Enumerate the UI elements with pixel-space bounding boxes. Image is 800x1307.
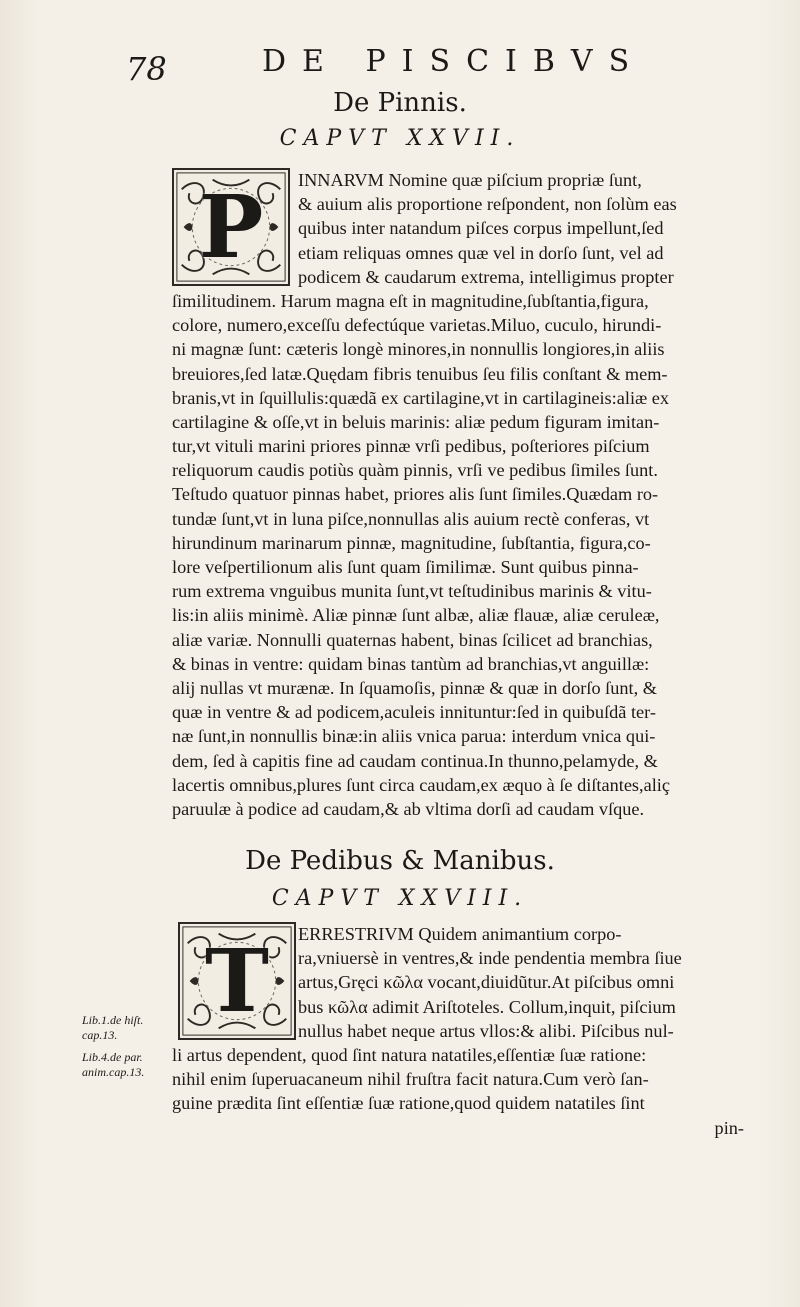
text-line: etiam reliquas omnes quæ vel in dorſo ſunt, vel ad (298, 242, 664, 263)
text-line: ra,vniuersè in ventres,& inde pendentia membra ſiue (298, 948, 682, 969)
catchword: pin- (714, 1117, 744, 1138)
text-line: ſimilitudinem. Harum magna eſt in magnitudine,ſubſtantia,figura, (172, 290, 649, 311)
text-line: & auium alis proportione reſpondent, non ſolùm eas (298, 194, 677, 215)
text-line: dem, ſed à capitis fine ad caudam continua.In thunno,pelamyde, & (172, 750, 658, 771)
margin-note-line: cap.13. (82, 1028, 118, 1042)
running-title: DE PISCIBVS (262, 44, 646, 79)
text-line: nihil enim ſuperuacaneum nihil fruſtra facit natura.Cum verò ſan- (172, 1069, 649, 1090)
page-header (126, 44, 766, 94)
text-line: branis,vt in ſquillulis:quædã ex cartilagine,vt in cartilagineis:aliæ ex (172, 387, 670, 408)
text-line: reliquorum caudis potiùs quàm pinnis, vrſi ve pedibus ſimiles ſunt. (172, 460, 658, 481)
text-line: aliæ variæ. Nonnulli quaternas habent, binas ſcilicet ad branchias, (172, 629, 653, 650)
section1-body (172, 168, 752, 821)
section2-body (172, 922, 752, 1140)
chapter-heading-28: CAPVT XXVIII. (271, 886, 529, 911)
text-line: lacertis omnibus,plures ſunt circa caudam,ex æquo à ſe diſtantes,aliç (172, 774, 671, 795)
text-line: tur,vt vituli marini priores pinnæ vrſi pedibus, poſteriores piſcium (172, 436, 650, 457)
text-line: lis:in aliis minimè. Aliæ pinnæ ſunt albæ, aliæ flauæ, aliæ ceruleæ, (172, 605, 660, 626)
margin-note-2 (82, 1050, 178, 1080)
chapter-heading-27: CAPVT XXVII. (279, 126, 521, 151)
text-line: næ ſunt,in nonnullis binæ:in aliis vnica parua: interdum vnica qui- (172, 726, 656, 747)
text-line: rum extrema vnguibus munita ſunt,vt teſtudinibus marinis & vitu- (172, 581, 652, 602)
text-line: hirundinum marinarum pinnæ, magnitudine, ſubſtantia, figura,co- (172, 532, 651, 553)
text-line: cartilagine & oſſe,vt in beluis marinis: aliæ pedum figuram imitan- (172, 411, 660, 432)
page-number: 78 (126, 50, 167, 88)
initial-letter: T (205, 930, 269, 1032)
text-line: ERRESTRIVM Quidem animantium corpo- (298, 924, 622, 944)
text-line: ni magnæ ſunt: cæteris longè minores,in nonnullis longiores,in aliis (172, 339, 665, 360)
section-heading-de-pinnis: De Pinnis. (333, 88, 467, 118)
section-heading-de-pedibus: De Pedibus & Manibus. (245, 846, 555, 876)
margin-note-line: anim.cap.13. (82, 1065, 145, 1079)
margin-note-line: Lib.4.de par. (82, 1050, 143, 1064)
text-line: quæ in ventre & ad podicem,aculeis innituntur:ſed in quibuſdã ter- (172, 702, 656, 723)
text-line: alij nullas vt murænæ. In ſquamoſis, pinnæ & quæ in dorſo ſunt, & (172, 677, 657, 698)
text-line: breuiores,ſed latæ.Quędam fibris tenuibus ſeu filis conſtant & mem- (172, 363, 668, 384)
text-line: colore, numero,exceſſu defectúque varietas.Miluo, cuculo, hirundi- (172, 315, 662, 336)
text-line: nullus habet neque artus vllos:& alibi. Piſcibus nul- (298, 1020, 674, 1041)
text-line: li artus dependent, quod ſint natura natatiles,eſſentiæ ſuæ ratione: (172, 1044, 647, 1065)
text-line: INNARVM Nomine quæ piſcium propriæ ſunt, (298, 170, 642, 190)
text-line: guine prædita ſint eſſentiæ ſuæ ratione,quod quidem natatiles ſint (172, 1093, 645, 1114)
text-line: lore veſpertilionum alis ſunt quam ſimilimæ. Sunt quibus pinna- (172, 557, 639, 577)
margin-note-line: Lib.1.de hiſt. (82, 1013, 144, 1027)
text-line: Teſtudo quatuor pinnas habet, priores alis ſunt ſimiles.Quædam ro- (172, 484, 659, 505)
margin-note-1 (82, 1013, 178, 1043)
text-line: tundæ ſunt,vt in luna piſce,nonnullas alis auium rectè conferas, vt (172, 508, 650, 529)
initial-letter: P (198, 176, 264, 278)
text-line: artus,Gręci κῶλα vocant,diuidũtur.At piſcibus omni (298, 972, 675, 993)
text-line: quibus inter natandum piſces corpus impellunt,ſed (298, 218, 664, 239)
text-line: & binas in ventre: quidam binas tantùm ad branchias,vt anguillæ: (172, 653, 650, 674)
text-line: paruulæ à podice ad caudam,& ab vltima dorſi ad caudam vſque. (172, 798, 645, 819)
text-line: bus κῶλα adimit Ariſtoteles. Collum,inquit, piſcium (298, 996, 676, 1017)
text-line: podicem & caudarum extrema, intelligimus propter (298, 266, 674, 287)
